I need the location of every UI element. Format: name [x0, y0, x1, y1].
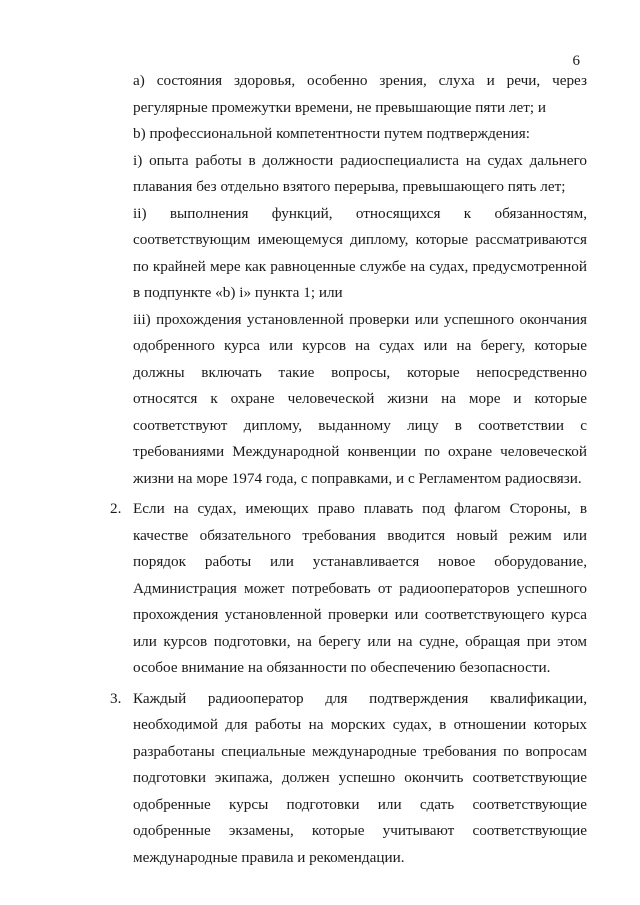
item-number: 3. [110, 689, 122, 707]
item-text: Если на судах, имеющих право плавать под флагом Стороны, в качестве обязательного требования вводится новый режим или порядок работы или устанавливается новое оборудование, Администрация может потребовать от радиооператоров успешного прохождения установленной проверки или соответствующего курса или курсов подготовки, на берегу или на судне, обращая при этом особое внимание на обязанности по обеспечению безопасности. [133, 500, 587, 676]
paragraph-b: b) профессиональной компетентности путем подтверждения: [133, 125, 531, 142]
page-number: 6 [572, 53, 580, 69]
item-number: 2. [110, 500, 122, 517]
document-body [110, 68, 587, 871]
paragraph-iii: iii) прохождения установленной проверки или успешного окончания одобренного курса или курсов на судах или на берегу, которые должны включать такие вопросы, которые непосредственно относятся к охране человеческой жизни на море и которые соответствуют диплому, выданному лицу в соответствии с требованиями Международной конвенции по охране человеческой жизни на море 1974 года, с поправками, и с Регламентом радиосвязи. [133, 310, 587, 487]
paragraph-a: a) состояния здоровья, особенно зрения, слуха и речи, через регулярные промежутки времени, не превышающие пяти лет; и [133, 72, 587, 116]
numbered-item-3 [110, 686, 587, 872]
numbered-item-2 [110, 496, 587, 682]
paragraph-i: i) опыта работы в должности радиоспециалиста на судах дальнего плавания без отдельно взятого перерыва, превышающего пять лет; [133, 151, 587, 195]
item-text: Каждый радиооператор для подтверждения квалификации, необходимой для работы на морских судах, в отношении которых разработаны специальные международные требования по вопросам подготовки экипажа, должен успешно окончить соответствующие одобренные курсы подготовки или сдать соответствующие одобренные экзамены, которые учитывают соответствующие международные правила и рекомендации. [133, 689, 587, 866]
paragraph-ii: ii) выполнения функций, относящихся к обязанностям, соответствующим имеющемуся диплому, которые рассматриваются по крайней мере как равноценные службе на судах, предусмотренной в подпункте «b) i» пункта 1; или [133, 204, 587, 301]
